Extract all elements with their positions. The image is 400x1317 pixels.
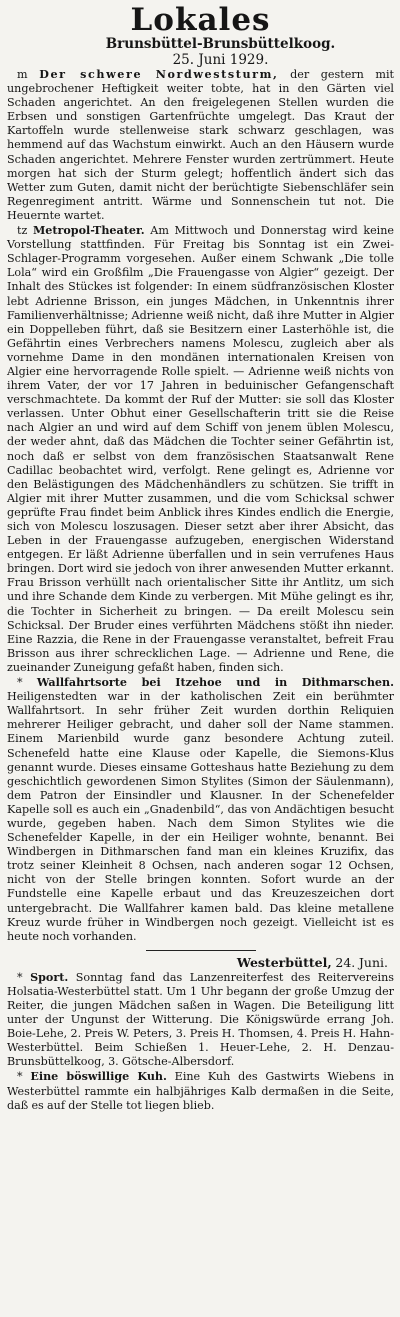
article-body: Heiligenstedten war in der katholischen Zeit ein berühmter Wallfahrtsort. In sehr früher Zeit wurden dorthin Reliquien mehrerer Heiliger gebracht, und daher soll der Name stammen. Einem Marienbild wurde ganz besondere Achtung zuteil. Schenefeld hatte eine Klause oder Kapelle, die Siemons-Klus genannt wurde. Dieses einsame Gotteshaus hatte Beziehung zu dem geschichtlich gewordenen Simon Stylites (Simon der Säulenmann), dem Patron der Einsindler und Klausner. In der Schenefelder Kapelle soll es auch ein „Gnadenbild“, das von Andächtigen besucht wurde, gegeben haben. Nach dem Simon Stylites wie die Schenefelder Kapelle, in der ein Heiliger wohnte, benannt. Bei Windbergen in Dithmarschen fand man ein kleines Kruzifix, das trotz seiner Kleinheit 8 Ochsen, nach anderen sogar 12 Ochsen, nicht von der Stelle bringen konnten. Sofort wurde an der Fundstelle eine Kapelle erbaut und das Kreuzeszeichen dort untergebracht. Die Wallfahrer kamen bald. Das kleine metallene Kreuz wurde früher in Windbergen noch gezeigt. Vielleicht ist es heute noch vorhanden. [7,690,394,943]
article-headline: Wallfahrtsorte bei Itzehoe und in Dithmarschen. [36,676,395,690]
article-theater [7,224,394,675]
article-body: Eine Kuh des Gastwirts Wiebens in Westerbüttel rammte ein halbjähriges Kalb dermaßen in die Seite, daß es auf der Stelle tot liegen blieb. [7,1070,395,1112]
article-cow [7,1070,394,1112]
section-subtitle: Brunsbüttel-Brunsbüttelkoog. [105,36,336,52]
article-pilgrimage [7,676,394,944]
article-body: Sonntag fand das Lanzenreiterfest des Reitervereins Holsatia-Westerbüttel statt. Um 1 Uhr begann der große Umzug der Reiter, die jungen Mädchen saßen in Wagen. Die Beteiligung litt unter der Ungunst der Witterung. Die Königswürde errang Joh. Boie-Lehe, 2. Preis W. Peters, 3. Preis H. Thomsen, 4. Preis H. Hahn-Westerbüttel. Beim Schießen 1. Heuer-Lehe, 2. H. Denzau-Brunsbüttelkoog, 3. Götsche-Albersdorf. [7,970,395,1069]
masthead [7,4,394,68]
dateline [7,955,394,971]
article-sport [7,971,394,1070]
article-body: der gestern mit ungebrochener Heftigkeit weiter tobte, hat in den Gärten viel Schaden angerichtet. An den freigelegenen Stellen wurden die Erbsen und sonstigen Gartenfrüchte umgelegt. Das Kraut der Kartoffeln wurde stellenweise stark schwarz geschlagen, was hemmend auf das Wachstum einwirkt. Auch an den Häusern wurde Schaden angerichtet. Mehrere Fenster wurden zertrümmert. Heute morgen hat sich der Sturm gelegt; hoffentlich ändert sich das Wetter zum Guten, damit nicht der berüchtigte Siebenschläfer sein Regenregiment antritt. Wärme und Sonnenschein tut not. Die Heuernte wartet. [7,68,395,222]
article-prefix: * [17,1070,31,1084]
section-title: Lokales [130,2,271,38]
article-headline: Metropol-Theater. [32,224,145,238]
issue-date: 25. Juni 1929. [172,52,269,68]
article-prefix: m [17,68,40,81]
article-prefix: * [17,676,37,690]
dateline-date: 24. Juni. [331,954,388,970]
article-body: Am Mittwoch und Donnerstag wird keine Vorstellung stattfinden. Für Freitag bis Sonntag ist ein Zwei-Schlager-Programm vorgesehen. Außer einem Schwank „Die tolle Lola“ wird ein Großfilm „Die Frauengasse von Algier“ gezeigt. Der Inhalt des Stückes ist folgender: In einem südfranzösischen Kloster lebt Adrienne Brisson, ein junges Mädchen, in Unkenntnis ihrer Familienverhältnisse; Adrienne weiß nicht, daß ihre Mutter in Algier ein Doppelleben führt, daß sie Besitzern einer Lasterhöhle ist, die Gefährtin eines Verbrechers namens Molescu, zugleich aber als vornehme Dame in den mondänen internationalen Kreisen von Algier eine hervorragende Rolle spielt. — Adrienne weiß nichts von ihrem Vater, der vor 17 Jahren in beduinischer Gefangenschaft verschmachtete. Da kommt der Ruf der Mutter: sie soll das Kloster verlassen. Unter Obhut einer Gesellschafterin tritt sie die Reise nach Algier an und wird auf dem Schiff von jenem üblen Molescu, der weder ahnt, daß das Mädchen die Tochter seiner Gefährtin ist, noch daß er selbst von dem französischen Staatsanwalt Rene Cadillac beobachtet wird, verfolgt. Rene gelingt es, Adrienne vor den Belästigungen des Mädchenhändlers zu schützen. Sie trifft in Algier mit ihrer Mutter zusammen, und die vom Schicksal schwer geprüfte Frau findet beim Anblick ihres Kindes endlich die Energie, sich von Molescu loszusagen. Dieser setzt aber ihrer Absicht, das Leben in der Frauengasse aufzugeben, energischen Widerstand entgegen. Er läßt Adrienne überfallen und in sein verrufenes Haus bringen. Dort wird sie jedoch von ihrer anwesenden Mutter erkannt. Frau Brisson verhüllt nach orientalischer Sitte ihr Antlitz, um sich und ihre Schande dem Kinde zu verbergen. Mit Mühe gelingt es ihr, die Tochter in Sicherheit zu bringen. — Da ereilt Molescu sein Schicksal. Der Bruder eines verführten Mädchens stößt ihn nieder. Eine Razzia, die Rene in der Frauengasse veranstaltet, befreit Frau Brisson aus ihrer schrecklichen Lage. — Adrienne und Rene, die zueinander Zuneigung gefaßt haben, finden sich. [7,224,394,674]
article-storm [7,68,394,223]
section-divider [146,950,256,951]
article-headline: Der schwere Nordweststurm, [39,68,279,81]
article-prefix: * [17,970,31,984]
article-headline: Eine böswillige Kuh. [30,1070,167,1084]
article-headline: Sport. [30,970,69,984]
article-prefix: tz [17,224,33,238]
article-column [7,68,394,1113]
dateline-place: Westerbüttel, [236,954,332,970]
